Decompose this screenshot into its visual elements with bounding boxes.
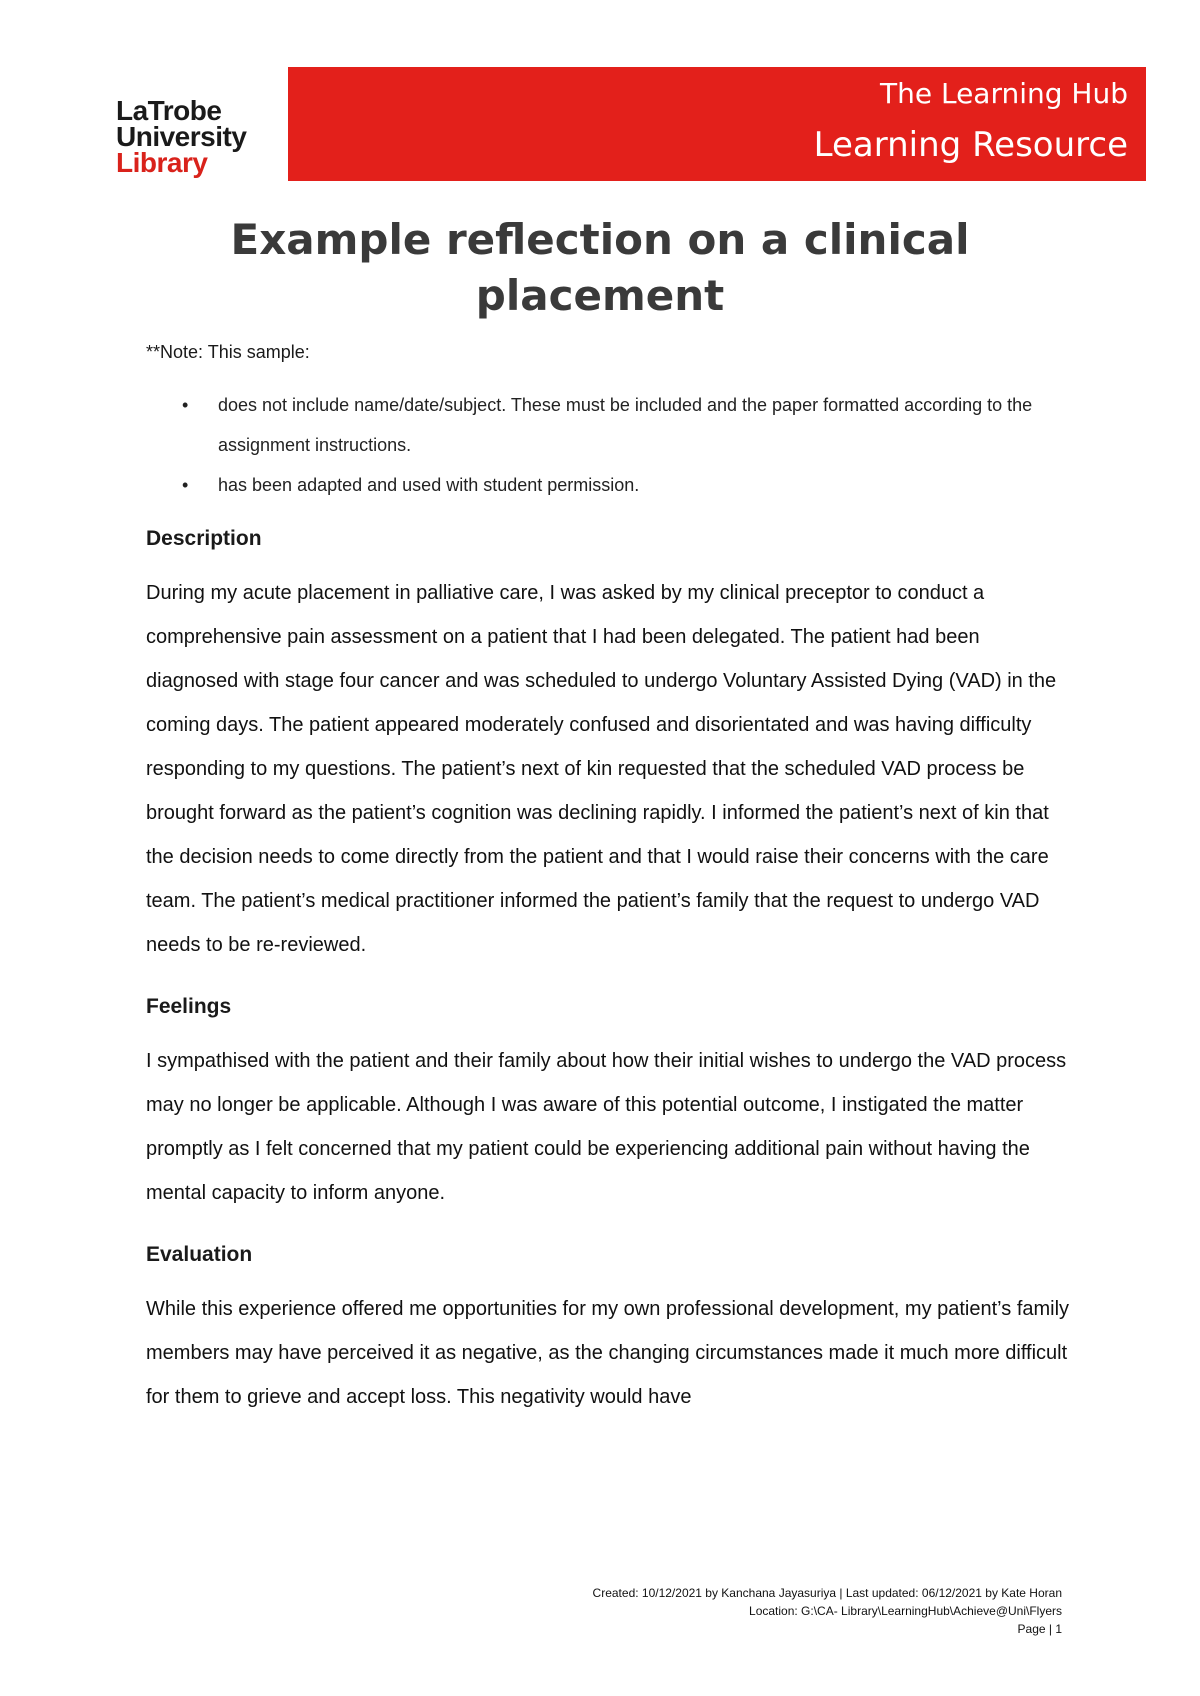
note-bullet-list — [146, 385, 1076, 505]
footer-location: Location: G:\CA- Library\LearningHub\Achieve@Uni\Flyers — [749, 1604, 1062, 1618]
logo-line-library: Library — [116, 147, 208, 178]
logo-line-university: University — [116, 121, 247, 152]
logo-line-latrobe: LaTrobe — [116, 95, 222, 126]
footer-page-number: Page | 1 — [1017, 1622, 1062, 1636]
learning-resource-label: Learning Resource — [813, 125, 1128, 165]
page-footer — [593, 1584, 1062, 1638]
note-prefix: **Note: — [146, 342, 204, 362]
note-bullet-text: does not include name/date/subject. These must be included and the paper formatted according to the assignment instructions. — [218, 395, 1033, 455]
bullet-icon: • — [182, 395, 189, 415]
section-heading-evaluation: Evaluation — [146, 1243, 253, 1266]
document-body — [146, 342, 1076, 1447]
footer-created: Created: 10/12/2021 by Kanchana Jayasuriya | Last updated: 06/12/2021 by Kate Horan — [592, 1586, 1062, 1600]
header-banner — [288, 67, 1146, 181]
title-line-1: Example reflection on a clinical — [230, 215, 970, 264]
bullet-icon: • — [182, 475, 189, 495]
note-bullet-text: has been adapted and used with student permission. — [218, 475, 640, 495]
note-bullet-item — [182, 385, 1076, 465]
section-heading-description: Description — [146, 527, 262, 550]
section-text-feelings: I sympathised with the patient and their family about how their initial wishes to undergo the VAD process may no longer be applicable. Although I was aware of this potential outcome, I instigated the matter promptly as I felt concerned that my patient could be experiencing additional pain without having the mental capacity to inform anyone. — [146, 1050, 1067, 1204]
section-text-evaluation: While this experience offered me opportunities for my own professional development, my patient’s family members may have perceived it as negative, as the changing circumstances made it much more difficult for them to grieve and accept loss. This negativity would have — [146, 1298, 1070, 1408]
document-title — [200, 212, 1000, 324]
learning-hub-label: The Learning Hub — [879, 77, 1128, 110]
title-line-2: placement — [475, 271, 725, 320]
note-text: This sample: — [203, 342, 310, 362]
note-line — [146, 342, 1076, 363]
note-bullet-item — [182, 465, 1076, 505]
section-heading-feelings: Feelings — [146, 995, 232, 1018]
section-text-description: During my acute placement in palliative care, I was asked by my clinical preceptor to conduct a comprehensive pain assessment on a patient that I had been delegated. The patient had been diagnosed with stage four cancer and was scheduled to undergo Voluntary Assisted Dying (VAD) in the coming days. The patient appeared moderately confused and disorientated and was having difficulty responding to my questions. The patient’s next of kin requested that the scheduled VAD process be brought forward as the patient’s cognition was declining rapidly. I informed the patient’s next of kin that the decision needs to come directly from the patient and that I would raise their concerns with the care team. The patient’s medical practitioner informed the patient’s family that the request to undergo VAD needs to be re-reviewed. — [146, 582, 1057, 956]
latrobe-library-logo — [116, 95, 247, 178]
